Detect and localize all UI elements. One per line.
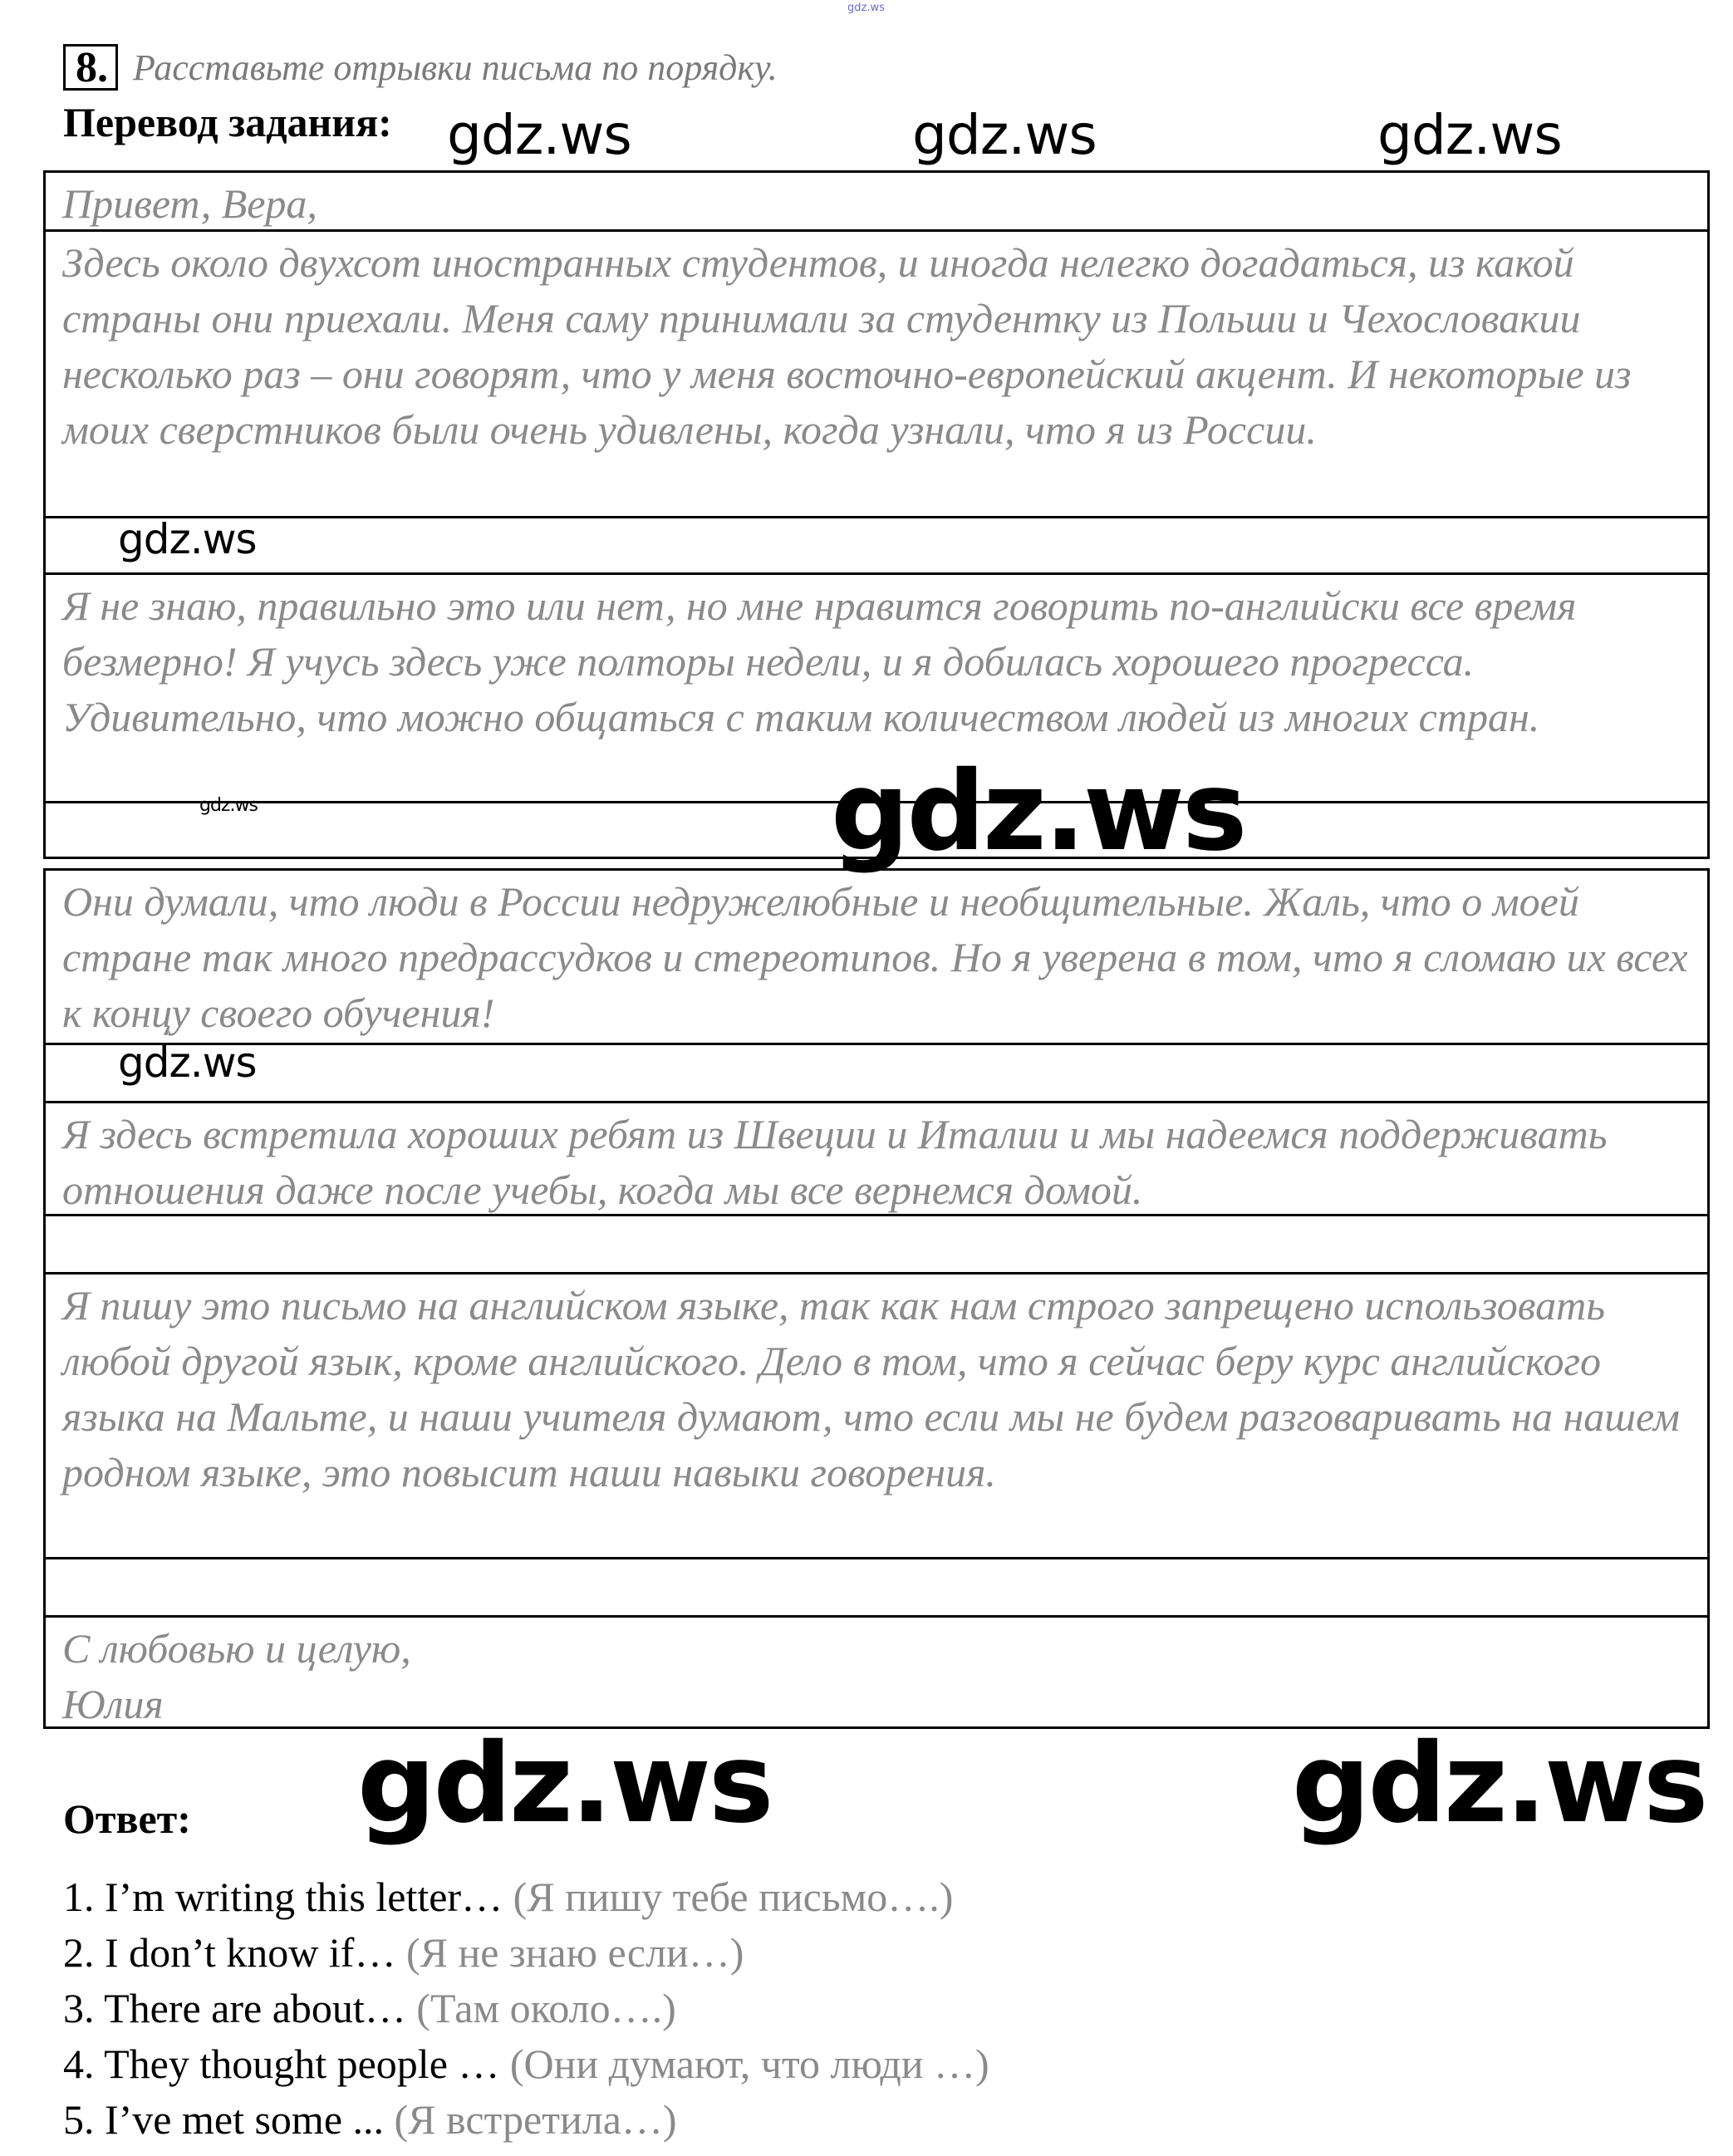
watermark: gdz.ws [199, 795, 258, 816]
letter-row-signature: С любовью и целую, Юлия [46, 1615, 1707, 1726]
answer-item [63, 1925, 989, 1981]
answer-russian: (Я не знаю если…) [405, 1929, 744, 1976]
answer-english: 2. I don’t know if… [63, 1929, 406, 1976]
task-instruction: Расставьте отрывки письма по порядку. [133, 47, 778, 88]
answer-english: 5. I’ve met some ... [63, 2096, 395, 2143]
watermark: gdz.ws [118, 515, 257, 563]
answer-item [63, 2092, 989, 2148]
letter-row: Здесь около двухсот иностранных студентов, и иногда нелегко догадаться, из какой страны они приехали. Меня саму принимали за студентку из Польши и Чехословакии несколько раз – они говорят, что у меня восточно-европейский акцент. И некоторые из моих сверстников были очень удивлены, когда узнали, что я из России. [46, 229, 1707, 516]
letter-row: Я здесь встретила хороших ребят из Швеции и Италии и мы надеемся поддерживать отношения даже после учебы, когда мы все вернемся домой. [46, 1101, 1707, 1214]
answers-list [63, 1869, 989, 2148]
answer-english: 1. I’m writing this letter… [63, 1874, 513, 1920]
watermark: gdz.ws [831, 748, 1245, 876]
watermark: gdz.ws [118, 1039, 257, 1087]
letter-row: Привет, Вера, [62, 180, 317, 227]
watermark: gdz.ws [912, 103, 1097, 167]
watermark: gdz.ws [1377, 103, 1562, 167]
answer-english: 3. There are about… [63, 1985, 417, 2031]
watermark: gdz.ws [1292, 1720, 1706, 1848]
answer-english: 4. They thought people … [63, 2041, 510, 2087]
answer-item [63, 1869, 989, 1925]
answer-label: Ответ: [63, 1795, 191, 1842]
letter-row-empty [46, 1214, 1707, 1272]
watermark-top: gdz.ws [847, 2, 885, 14]
answer-item [63, 1981, 989, 2036]
watermark: gdz.ws [357, 1720, 772, 1848]
letter-row-empty [46, 1043, 1707, 1101]
letter-row: Я не знаю, правильно это или нет, но мне нравится говорить по-английски все время безмерно! Я учусь здесь уже полторы недели, и я добилась хорошего прогресса. Удивительно, что можно общаться с таким количеством людей из многих стран. [46, 572, 1707, 801]
answer-russian: (Они думают, что люди …) [509, 2041, 989, 2087]
answer-russian: (Там около….) [416, 1985, 676, 2031]
letter-row-empty [46, 516, 1707, 572]
watermark: gdz.ws [447, 103, 631, 167]
letter-row-empty [46, 1557, 1707, 1615]
letter-table-2 [43, 868, 1710, 1729]
translation-label: Перевод задания: [63, 99, 392, 145]
task-number: 8. [63, 44, 118, 91]
answer-russian: (Я встретила…) [394, 2096, 677, 2143]
letter-row: Я пишу это письмо на английском языке, так как нам строго запрещено использовать любой другой язык, кроме английского. Дело в том, что я сейчас беру курс английского языка на Мальте, и наши учителя думают, что если мы не будем разговаривать на нашем родном языке, это повысит наши навыки говорения. [46, 1272, 1707, 1557]
answer-item [63, 2036, 989, 2092]
answer-russian: (Я пишу тебе письмо….) [513, 1874, 954, 1920]
letter-row: Они думали, что люди в России недружелюбные и необщительные. Жаль, что о моей стране так много предрассудков и стереотипов. Но я уверена в том, что я сломаю их всех к концу своего обучения! [62, 878, 1688, 1036]
task-header [63, 42, 778, 93]
